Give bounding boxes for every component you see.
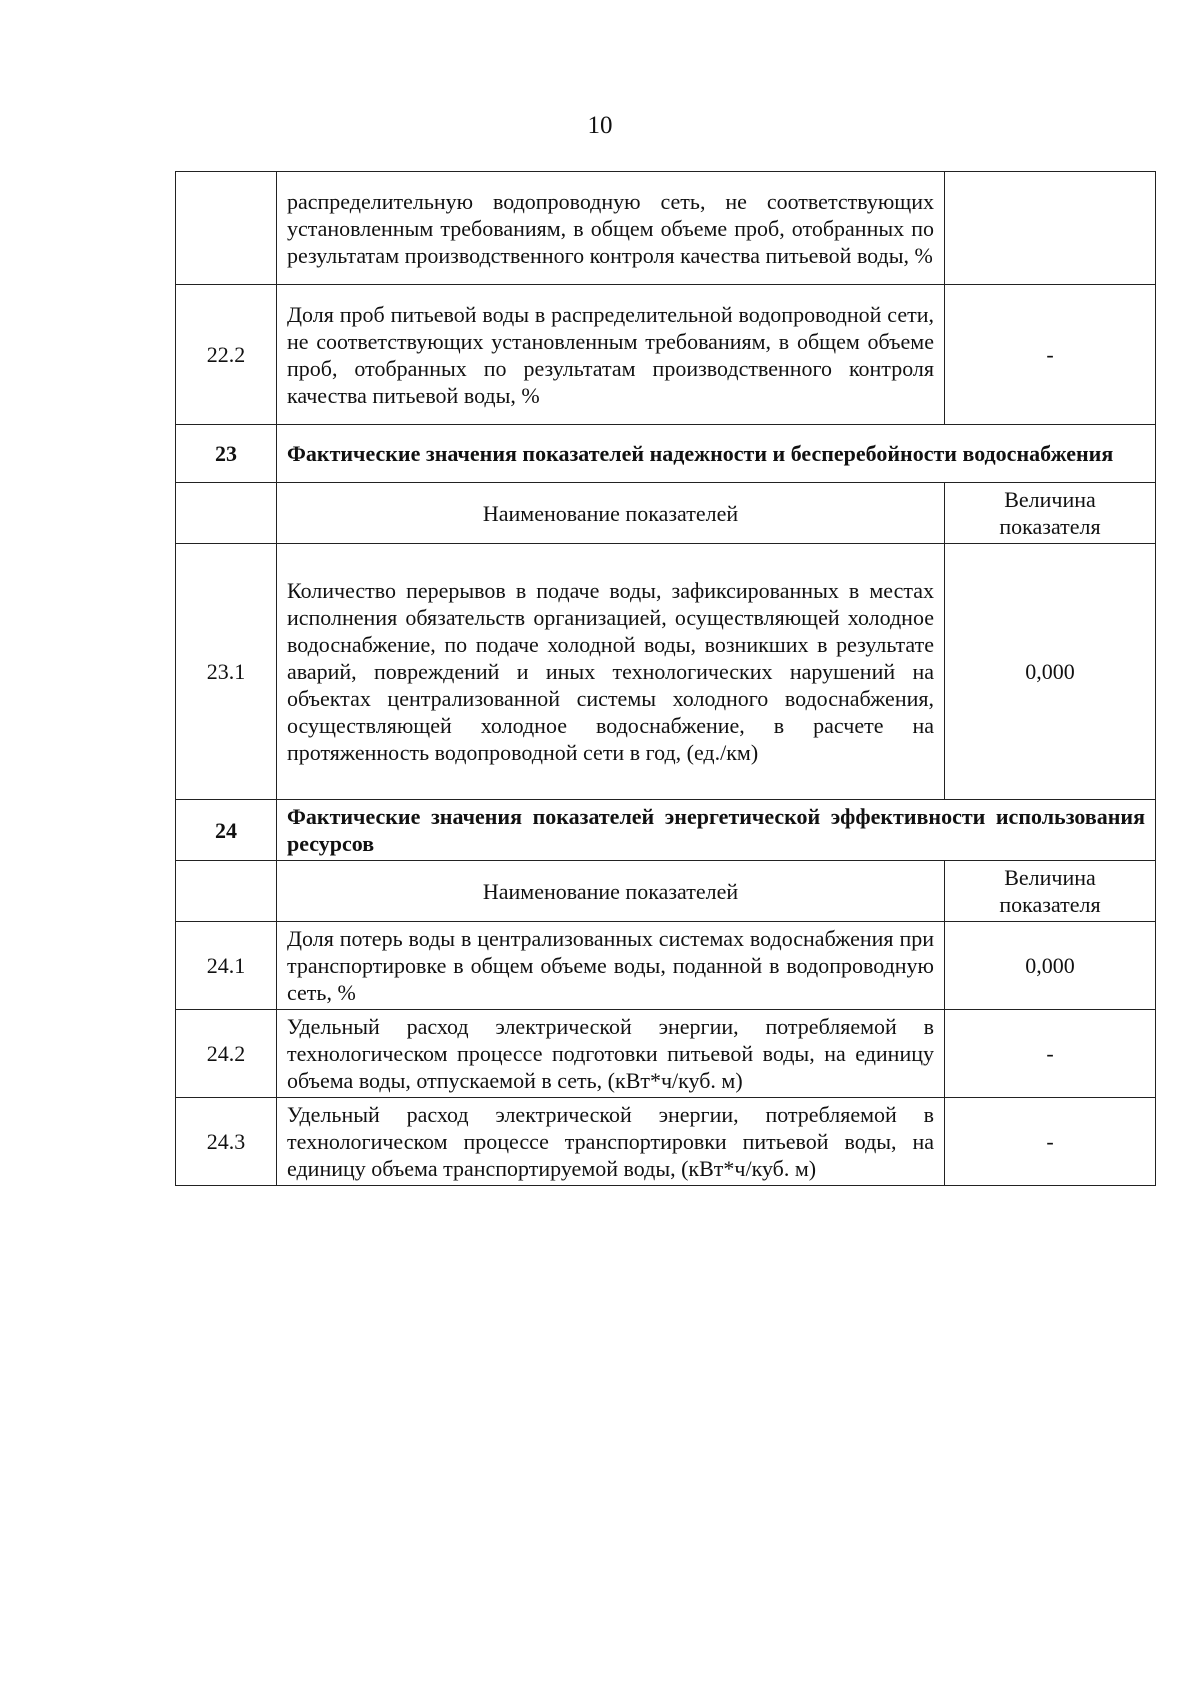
header-name: Наименование показателей xyxy=(277,483,945,544)
table-row xyxy=(176,172,1156,285)
row-number: 24.1 xyxy=(176,922,277,1010)
row-description: Доля потерь воды в централизованных системах водоснабжения при транспортировке в общем объеме воды, поданной в водопроводную сеть, % xyxy=(277,922,945,1010)
row-description: Удельный расход электрической энергии, потребляемой в технологическом процессе подготовки питьевой воды, на единицу объема воды, отпускаемой в сеть, (кВт*ч/куб. м) xyxy=(277,1010,945,1098)
section-number: 24 xyxy=(176,800,277,861)
table-row xyxy=(176,285,1156,425)
indicators-table xyxy=(175,171,1156,1186)
row-description: Доля проб питьевой воды в распределительной водопроводной сети, не соответствующих установленным требованиям, в общем объеме проб, отобранных по результатам производственного контроля качества питьевой воды, % xyxy=(277,285,945,425)
header-value: Величина показателя xyxy=(945,483,1156,544)
row-value: - xyxy=(945,285,1156,425)
page-number: 10 xyxy=(587,112,613,139)
row-value: - xyxy=(945,1010,1156,1098)
section-row xyxy=(176,425,1156,483)
section-title: Фактические значения показателей надежности и бесперебойности водоснабжения xyxy=(277,425,1156,483)
row-description: распределительную водопроводную сеть, не соответствующих установленным требованиям, в общем объеме проб, отобранных по результатам производственного контроля качества питьевой воды, % xyxy=(277,172,945,285)
row-number: 24.2 xyxy=(176,1010,277,1098)
row-value: 0,000 xyxy=(945,922,1156,1010)
row-number: 23.1 xyxy=(176,544,277,800)
row-number: 24.3 xyxy=(176,1098,277,1186)
row-number: 22.2 xyxy=(176,285,277,425)
header-empty-cell xyxy=(176,483,277,544)
header-row xyxy=(176,483,1156,544)
row-value: 0,000 xyxy=(945,544,1156,800)
section-number: 23 xyxy=(176,425,277,483)
row-value: - xyxy=(945,1098,1156,1186)
section-row xyxy=(176,800,1156,861)
table-row xyxy=(176,1010,1156,1098)
row-description: Количество перерывов в подаче воды, зафиксированных в местах исполнения обязательств организацией, осуществляющей холодное водоснабжение, по подаче холодной воды, возникших в результате аварий, повреждений и иных технологических нарушений на объектах централизованной системы холодного водоснабжения, осуществляющей холодное водоснабжение, в расчете на протяженность водопроводной сети в год, (ед./км) xyxy=(277,544,945,800)
header-value: Величина показателя xyxy=(945,861,1156,922)
header-empty-cell xyxy=(176,861,277,922)
header-name: Наименование показателей xyxy=(277,861,945,922)
row-value xyxy=(945,172,1156,285)
table-row xyxy=(176,1098,1156,1186)
header-row xyxy=(176,861,1156,922)
row-number xyxy=(176,172,277,285)
table-row xyxy=(176,544,1156,800)
section-title: Фактические значения показателей энергетической эффективности использования ресурсов xyxy=(277,800,1156,861)
table-row xyxy=(176,922,1156,1010)
row-description: Удельный расход электрической энергии, потребляемой в технологическом процессе транспортировки питьевой воды, на единицу объема транспортируемой воды, (кВт*ч/куб. м) xyxy=(277,1098,945,1186)
